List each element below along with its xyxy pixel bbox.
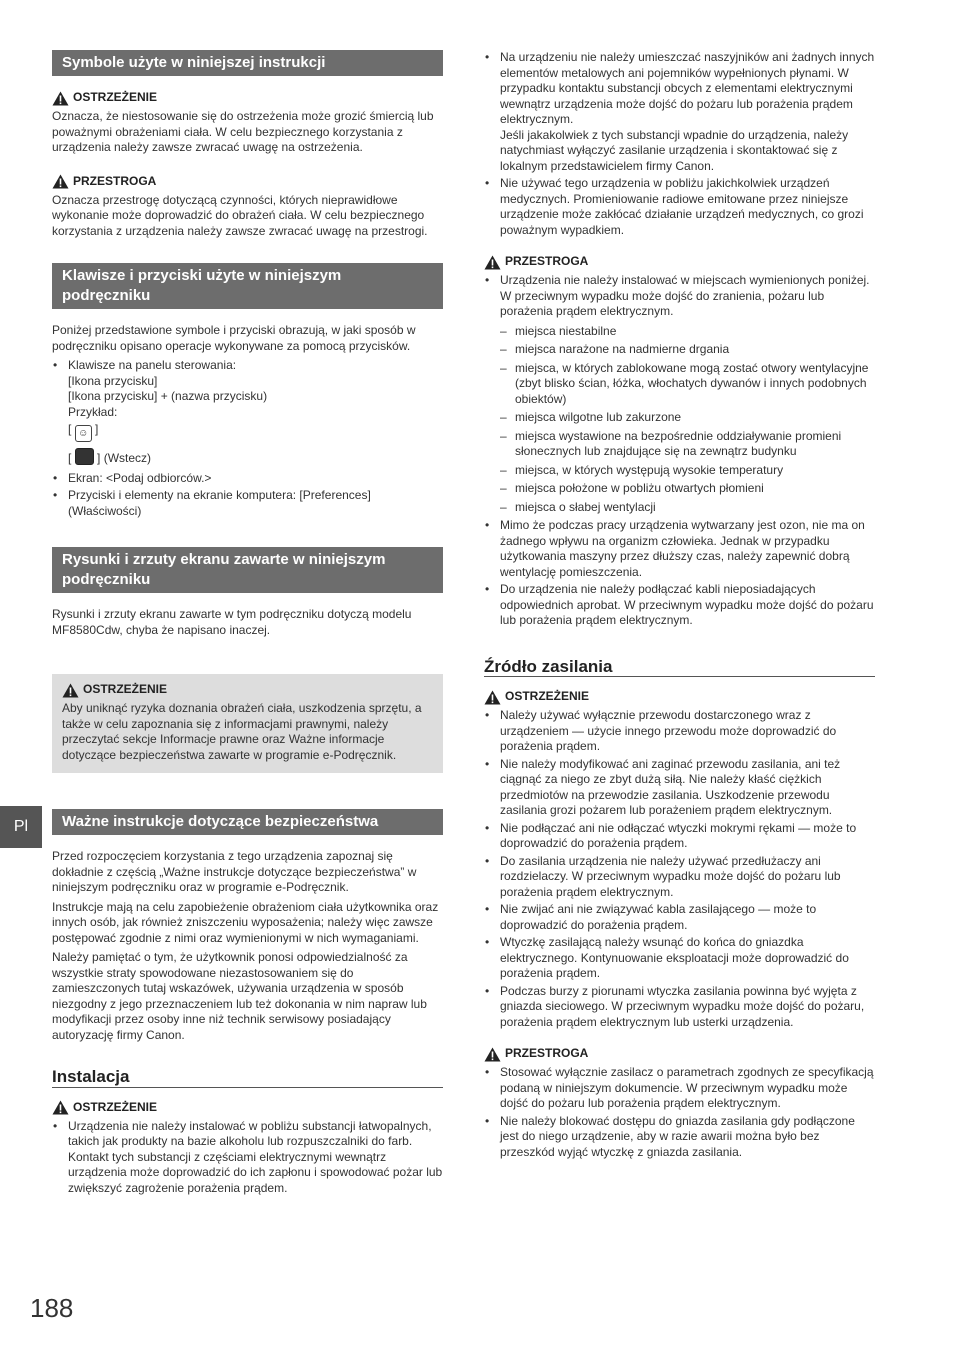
list-item: • Nie należy blokować dostępu do gniazda zasilania gdy podłączone jest do niego urządzenie, aby w razie awarii można było bez przeszkód wyjąć wtyczkę z gniazda zasilania. — [484, 1114, 875, 1161]
warning-triangle-icon — [484, 1047, 501, 1062]
safety-paragraph: Należy pamiętać o tym, że użytkownik ponosi odpowiedzialność za wszystkie straty spowodowane niezastosowaniem się do zamieszczonych tutaj wskazówek, używania urządzenia w sposób niezgodny z jego przeznaczeniem lub też dokonania w nim napraw lub modyfikacji przez osoby inne niż technik serwisowy posiadający autoryzację firmy Canon. — [52, 950, 427, 1042]
warning-triangle-icon — [484, 255, 501, 270]
figures-text: Rysunki i zrzuty ekranu zawarte w tym podręczniku dotyczą modelu MF8580Cdw, chyba że napisano inaczej. — [52, 607, 412, 637]
installation-list — [52, 1119, 443, 1197]
back-key-icon — [75, 448, 94, 465]
warning-heading: OSTRZEŻENIE — [62, 682, 433, 698]
list-item: • Podczas burzy z piorunami wtyczka zasilania powinna być wyjęta z gniazda sieciowego. W przeciwnym wypadku może dojść do pożaru, porażenia prądem elektrycznym lub usterki urządzenia. — [484, 984, 875, 1031]
warning-triangle-icon — [52, 174, 69, 189]
list-item: • Urządzenia nie należy instalować w pobliżu substancji łatwopalnych, takich jak produkty na bazie alkoholu lub rozpuszczalniki do farb. Kontakt tych substancji z częściami elektrycznymi wewnątrz urządzenia może doprowadzić do ich zapłonu i spowodować pożar lub zwiększyć zagrożenie porażenia prądem. — [52, 1119, 443, 1197]
safety-paragraph: Przed rozpoczęciem korzystania z tego urządzenia zapoznaj się dokładnie z częścią „Ważne instrukcje dotyczące bezpieczeństwa” w niniejszym podręczniku oraz w programie e-Podręcznik. — [52, 849, 417, 894]
list-item: • Nie należy modyfikować ani zaginać przewodu zasilania, ani też ciągnąć za niego ze zbyt dużą siłą. Nie należy kłaść ciężkich przedmiotów na przewodzie zasilania. Uszkodzenie przewodu zasilania grozi pożarem lub porażeniem prądem elektrycznym. — [484, 757, 875, 819]
power-warning-list — [484, 708, 875, 1030]
section-title-symbols: Symbole użyte w niniejszej instrukcji — [52, 50, 443, 76]
list-item: • Do zasilania urządzenia nie należy używać przedłużaczy ani rozdzielaczy. W przeciwnym wypadku może dojść do pożaru lub porażenia prądem elektrycznym. — [484, 854, 875, 901]
installation-list-cont — [484, 50, 875, 238]
warning-triangle-icon — [52, 91, 69, 106]
example-home-key: [ ☺ ] — [68, 422, 98, 442]
list-item: • Wtyczkę zasilającą należy wsunąć do końca do gniazdka elektrycznego. Kontynuowanie eksploatacji może doprowadzić do porażenia prądem. — [484, 935, 875, 982]
warning-triangle-icon — [484, 690, 501, 705]
list-item: – miejsca narażone na nadmierne drgania — [484, 342, 875, 358]
list-item: • Stosować wyłącznie zasilacz o parametrach zgodnych ze specyfikacją podaną w niniejszym dokumencie. W przeciwnym wypadku może dojść do pożaru lub porażenia prądem elektrycznym. — [484, 1065, 875, 1112]
right-column — [484, 50, 875, 1162]
language-tab: Pl — [0, 806, 42, 848]
list-item: • Ekran: <Podaj odbiorców.> — [52, 471, 443, 487]
list-item: • Należy używać wyłącznie przewodu dostarczonego wraz z urządzeniem — użycie innego przewodu może doprowadzić do porażenia prądem. — [484, 708, 875, 755]
left-column — [52, 50, 443, 1198]
example-back-key: [ ] (Wstecz) — [68, 448, 151, 467]
list-item: • Do urządzenia nie należy podłączać kabli nieposiadających odpowiednich aprobat. W przeciwnym wypadku może dojść do pożaru lub porażenia prądem elektrycznym. — [484, 582, 875, 629]
section-title-figures: Rysunki i zrzuty ekranu zawarte w niniejszym podręczniku — [52, 547, 443, 593]
list-item: • Przyciski i elementy na ekranie komputera: [Preferences] (Właściwości) — [52, 488, 443, 519]
section-title-installation: Instalacja — [52, 1069, 443, 1088]
section-title-power: Źródło zasilania — [484, 659, 875, 678]
safety-paragraph: Instrukcje mają na celu zapobieżenie obrażeniom ciała użytkownika oraz innych osób, jak również zniszczeniu wyposażenia; należy więc zawsze postępować zgodnie z nimi oraz wymienionymi w nich wymaganiami. — [52, 899, 439, 945]
location-list — [484, 324, 875, 516]
list-item: – miejsca wystawione na bezpośrednie oddziaływanie promieni słonecznych lub znajdujące się na zewnątrz budynku — [484, 429, 875, 460]
caution-heading: PRZESTROGA — [52, 174, 443, 190]
section-title-safety: Ważne instrukcje dotyczące bezpieczeństwa — [52, 809, 443, 835]
caution-list — [484, 273, 875, 629]
list-item: • Klawisze na panelu sterowania: [Ikona przycisku] [Ikona przycisku] + (nazwa przycisku) Przykład: [ ☺ ] [ ] (Wstecz) — [52, 358, 443, 469]
list-item: – miejsca, w których zablokowane mogą zostać otwory wentylacyjne (zbyt blisko ścian, łóżka, włochatych dywanów i innych podobnych obiektów) — [484, 361, 875, 408]
list-item: • Urządzenia nie należy instalować w miejscach wymienionych poniżej. W przeciwnym wypadku może dojść do zranienia, pożaru lub porażenia prądem elektrycznym. – miejsca niestabilne – miejsca narażone na nadmierne drgania – miejsca, w których zablokowane mogą zostać otwory wentylacyjne (zbyt blisko ścian, łóżka, włochatych dywanów i innych podobnych obiektów) – miejsca wilgotne lub zakurzone – miejsca wystawione na bezpośrednie oddziaływanie promieni słonecznych lub znajdujące się na zewnątrz budynku – miejsca, w których występują wysokie temperatury – miejsca położone w pobliżu otwartych płomieni – miejsca o słabej wentylacji — [484, 273, 875, 515]
list-item: – miejsca niestabilne — [484, 324, 875, 340]
list-item: • Nie podłączać ani nie odłączać wtyczki mokrymi rękami — może to doprowadzić do porażenia prądem. — [484, 821, 875, 852]
list-item: – miejsca wilgotne lub zakurzone — [484, 410, 875, 426]
warning-heading: OSTRZEŻENIE — [484, 689, 875, 705]
list-item: • Nie zwijać ani nie związywać kabla zasilającego — może to doprowadzić do porażenia prądem. — [484, 902, 875, 933]
warning-triangle-icon — [62, 683, 79, 698]
list-item: – miejsca o słabej wentylacji — [484, 500, 875, 516]
list-item: – miejsca położone w pobliżu otwartych płomieni — [484, 481, 875, 497]
warning-heading: OSTRZEŻENIE — [52, 1100, 443, 1116]
caution-heading: PRZESTROGA — [484, 1046, 875, 1062]
home-key-icon: ☺ — [75, 425, 92, 442]
list-item: • Nie używać tego urządzenia w pobliżu jakichkolwiek urządzeń medycznych. Promieniowanie radiowe emitowane przez niniejsze urządzenie może zakłócać działanie urządzeń medycznych, co grozi poważnym wypadkiem. — [484, 176, 875, 238]
list-item: • Na urządzeniu nie należy umieszczać naszyjników ani żadnych innych elementów metalowych ani pojemników wypełnionych płynami. W przypadku kontaktu substancji obcych z elementami elektrycznymi wewnątrz urządzenia może dojść do pożaru lub porażenia prądem elektrycznym. Jeśli jakakolwiek z tych substancji wpadnie do urządzenia, należy natychmiast wyłączyć zasilanie urządzenia i skontaktować się z lokalnym przedstawicielem firmy Canon. — [484, 50, 875, 174]
warning-description: Oznacza, że niestosowanie się do ostrzeżenia może grozić śmiercią lub poważnymi obrażeniami ciała. W celu bezpiecznego korzystania z urządzenia należy zawsze zwracać uwagę na ostrzeżenia. — [52, 109, 434, 154]
caution-description: Oznacza przestrogę dotyczącą czynności, których nieprawidłowe wykonanie może doprowadzić do obrażeń ciała. W celu bezpiecznego korzystania z urządzenia należy zawsze zwracać uwagę na przestrogi. — [52, 192, 428, 238]
warning-box-text: Aby uniknąć ryzyka doznania obrażeń ciała, uszkodzenia sprzętu, a także w celu zapoznania się z informacjami prawnymi, należy przeczytać sekcje Informacje prawne oraz Ważne informacje dotyczące bezpieczeństwa zawarte w programie e-Podręcznik. — [62, 701, 422, 762]
caution-heading: PRZESTROGA — [484, 254, 875, 270]
power-caution-list — [484, 1065, 875, 1160]
warning-heading: OSTRZEŻENIE — [52, 90, 443, 106]
section-title-keys: Klawisze i przyciski użyte w niniejszym podręczniku — [52, 263, 443, 309]
warning-box — [52, 674, 443, 773]
list-item: • Mimo że podczas pracy urządzenia wytwarzany jest ozon, nie ma on żadnego wpływu na organizm człowieka. Jednak w przypadku użytkowania maszyny przez dłuższy czas, należy zapewnić dobrą wentylację pomieszczenia. — [484, 518, 875, 580]
page-number: 188 — [30, 1293, 74, 1323]
warning-triangle-icon — [52, 1100, 69, 1115]
keys-list — [52, 358, 443, 519]
keys-intro: Poniżej przedstawione symbole i przyciski obrazują, w jaki sposób w podręczniku opisano operacje wykonywane za pomocą przycisków. — [52, 323, 416, 353]
list-item: – miejsca, w których występują wysokie temperatury — [484, 463, 875, 479]
